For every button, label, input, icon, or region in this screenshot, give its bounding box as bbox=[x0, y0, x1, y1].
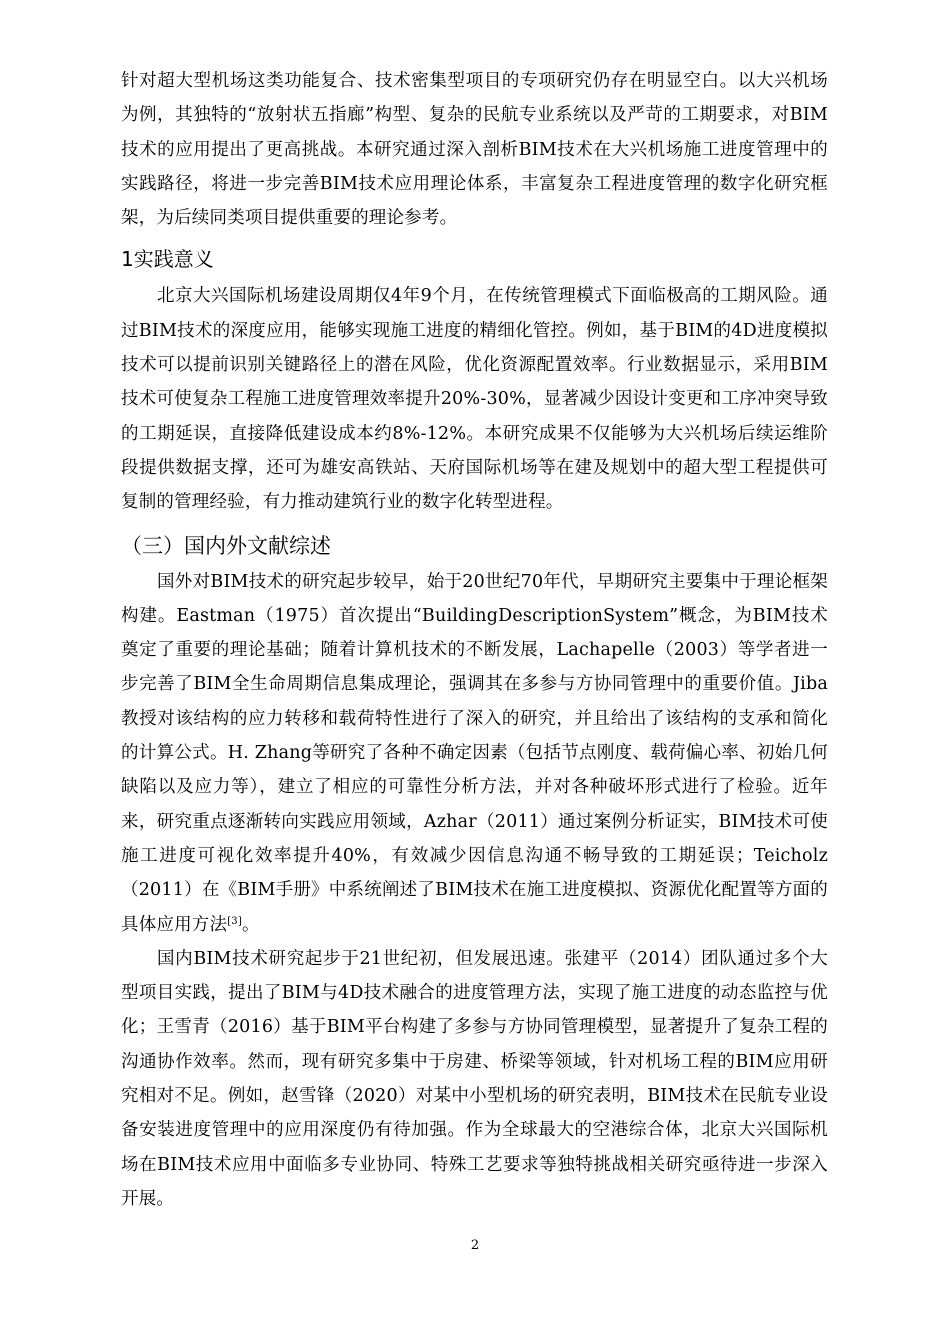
foreign-research-paragraph bbox=[121, 565, 828, 942]
citation-marker: [3] bbox=[227, 915, 242, 927]
foreign-research-end: 。 bbox=[241, 914, 260, 935]
page-body bbox=[121, 64, 828, 1216]
foreign-research-text: 国外对BIM技术的研究起步较早，始于20世纪70年代，早期研究主要集中于理论框架构建。Eastman（1975）首次提出“BuildingDescriptionSystem”概念，为BIM技术奠定了重要的理论基础；随着计算机技术的不断发展，Lachapelle（2003）等学者进一步完善了BIM全生命周期信息集成理论，强调其在多参与方协同管理中的重要价值。Jiba教授对该结构的应力转移和载荷特性进行了深入的研究，并且给出了该结构的支承和简化的计算公式。H. Zhang等研究了各种不确定因素（包括节点刚度、载荷偏心率、初始几何缺陷以及应力等），建立了相应的可靠性分析方法，并对各种破坏形式进行了检验。近年来，研究重点逐渐转向实践应用领域，Azhar（2011）通过案例分析证实，BIM技术可使施工进度可视化效率提升40%，有效减少因信息沟通不畅导致的工期延误；Teicholz（2011）在《BIM手册》中系统阐述了BIM技术在施工进度模拟、资源优化配置等方面的具体应用方法 bbox=[121, 571, 828, 935]
practical-significance-heading: 1实践意义 bbox=[121, 247, 214, 272]
intro-paragraph: 针对超大型机场这类功能复合、技术密集型项目的专项研究仍存在明显空白。以大兴机场为例，其独特的“放射状五指廊”构型、复杂的民航专业系统以及严苛的工期要求，对BIM技术的应用提出了更高挑战。本研究通过深入剖析BIM技术在大兴机场施工进度管理中的实践路径，将进一步完善BIM技术应用理论体系，丰富复杂工程进度管理的数字化研究框架，为后续同类项目提供重要的理论参考。 bbox=[121, 71, 828, 229]
domestic-research-paragraph: 国内BIM技术研究起步于21世纪初，但发展迅速。张建平（2014）团队通过多个大型项目实践，提出了BIM与4D技术融合的进度管理方法，实现了施工进度的动态监控与优化；王雪青（2016）基于BIM平台构建了多参与方协同管理模型，显著提升了复杂工程的沟通协作效率。然而，现有研究多集中于房建、桥梁等领域，针对机场工程的BIM应用研究相对不足。例如，赵雪锋（2020）对某中小型机场的研究表明，BIM技术在民航专业设备安装进度管理中的应用深度仍有待加强。作为全球最大的空港综合体，北京大兴国际机场在BIM技术应用中面临多专业协同、特殊工艺要求等独特挑战相关研究亟待进一步深入开展。 bbox=[121, 948, 828, 1209]
practical-significance-paragraph: 北京大兴国际机场建设周期仅4年9个月，在传统管理模式下面临极高的工期风险。通过BIM技术的深度应用，能够实现施工进度的精细化管控。例如，基于BIM的4D进度模拟技术可以提前识别关键路径上的潜在风险，优化资源配置效率。行业数据显示，采用BIM技术可使复杂工程施工进度管理效率提升20%-30%，显著减少因设计变更和工序冲突导致的工期延误，直接降低建设成本约8%-12%。本研究成果不仅能够为大兴机场后续运维阶段提供数据支撑，还可为雄安高铁站、天府国际机场等在建及规划中的超大型工程提供可复制的管理经验，有力推动建筑行业的数字化转型进程。 bbox=[121, 286, 828, 513]
literature-review-heading: （三）国内外文献综述 bbox=[121, 533, 331, 558]
page-number: 2 bbox=[470, 1238, 480, 1253]
